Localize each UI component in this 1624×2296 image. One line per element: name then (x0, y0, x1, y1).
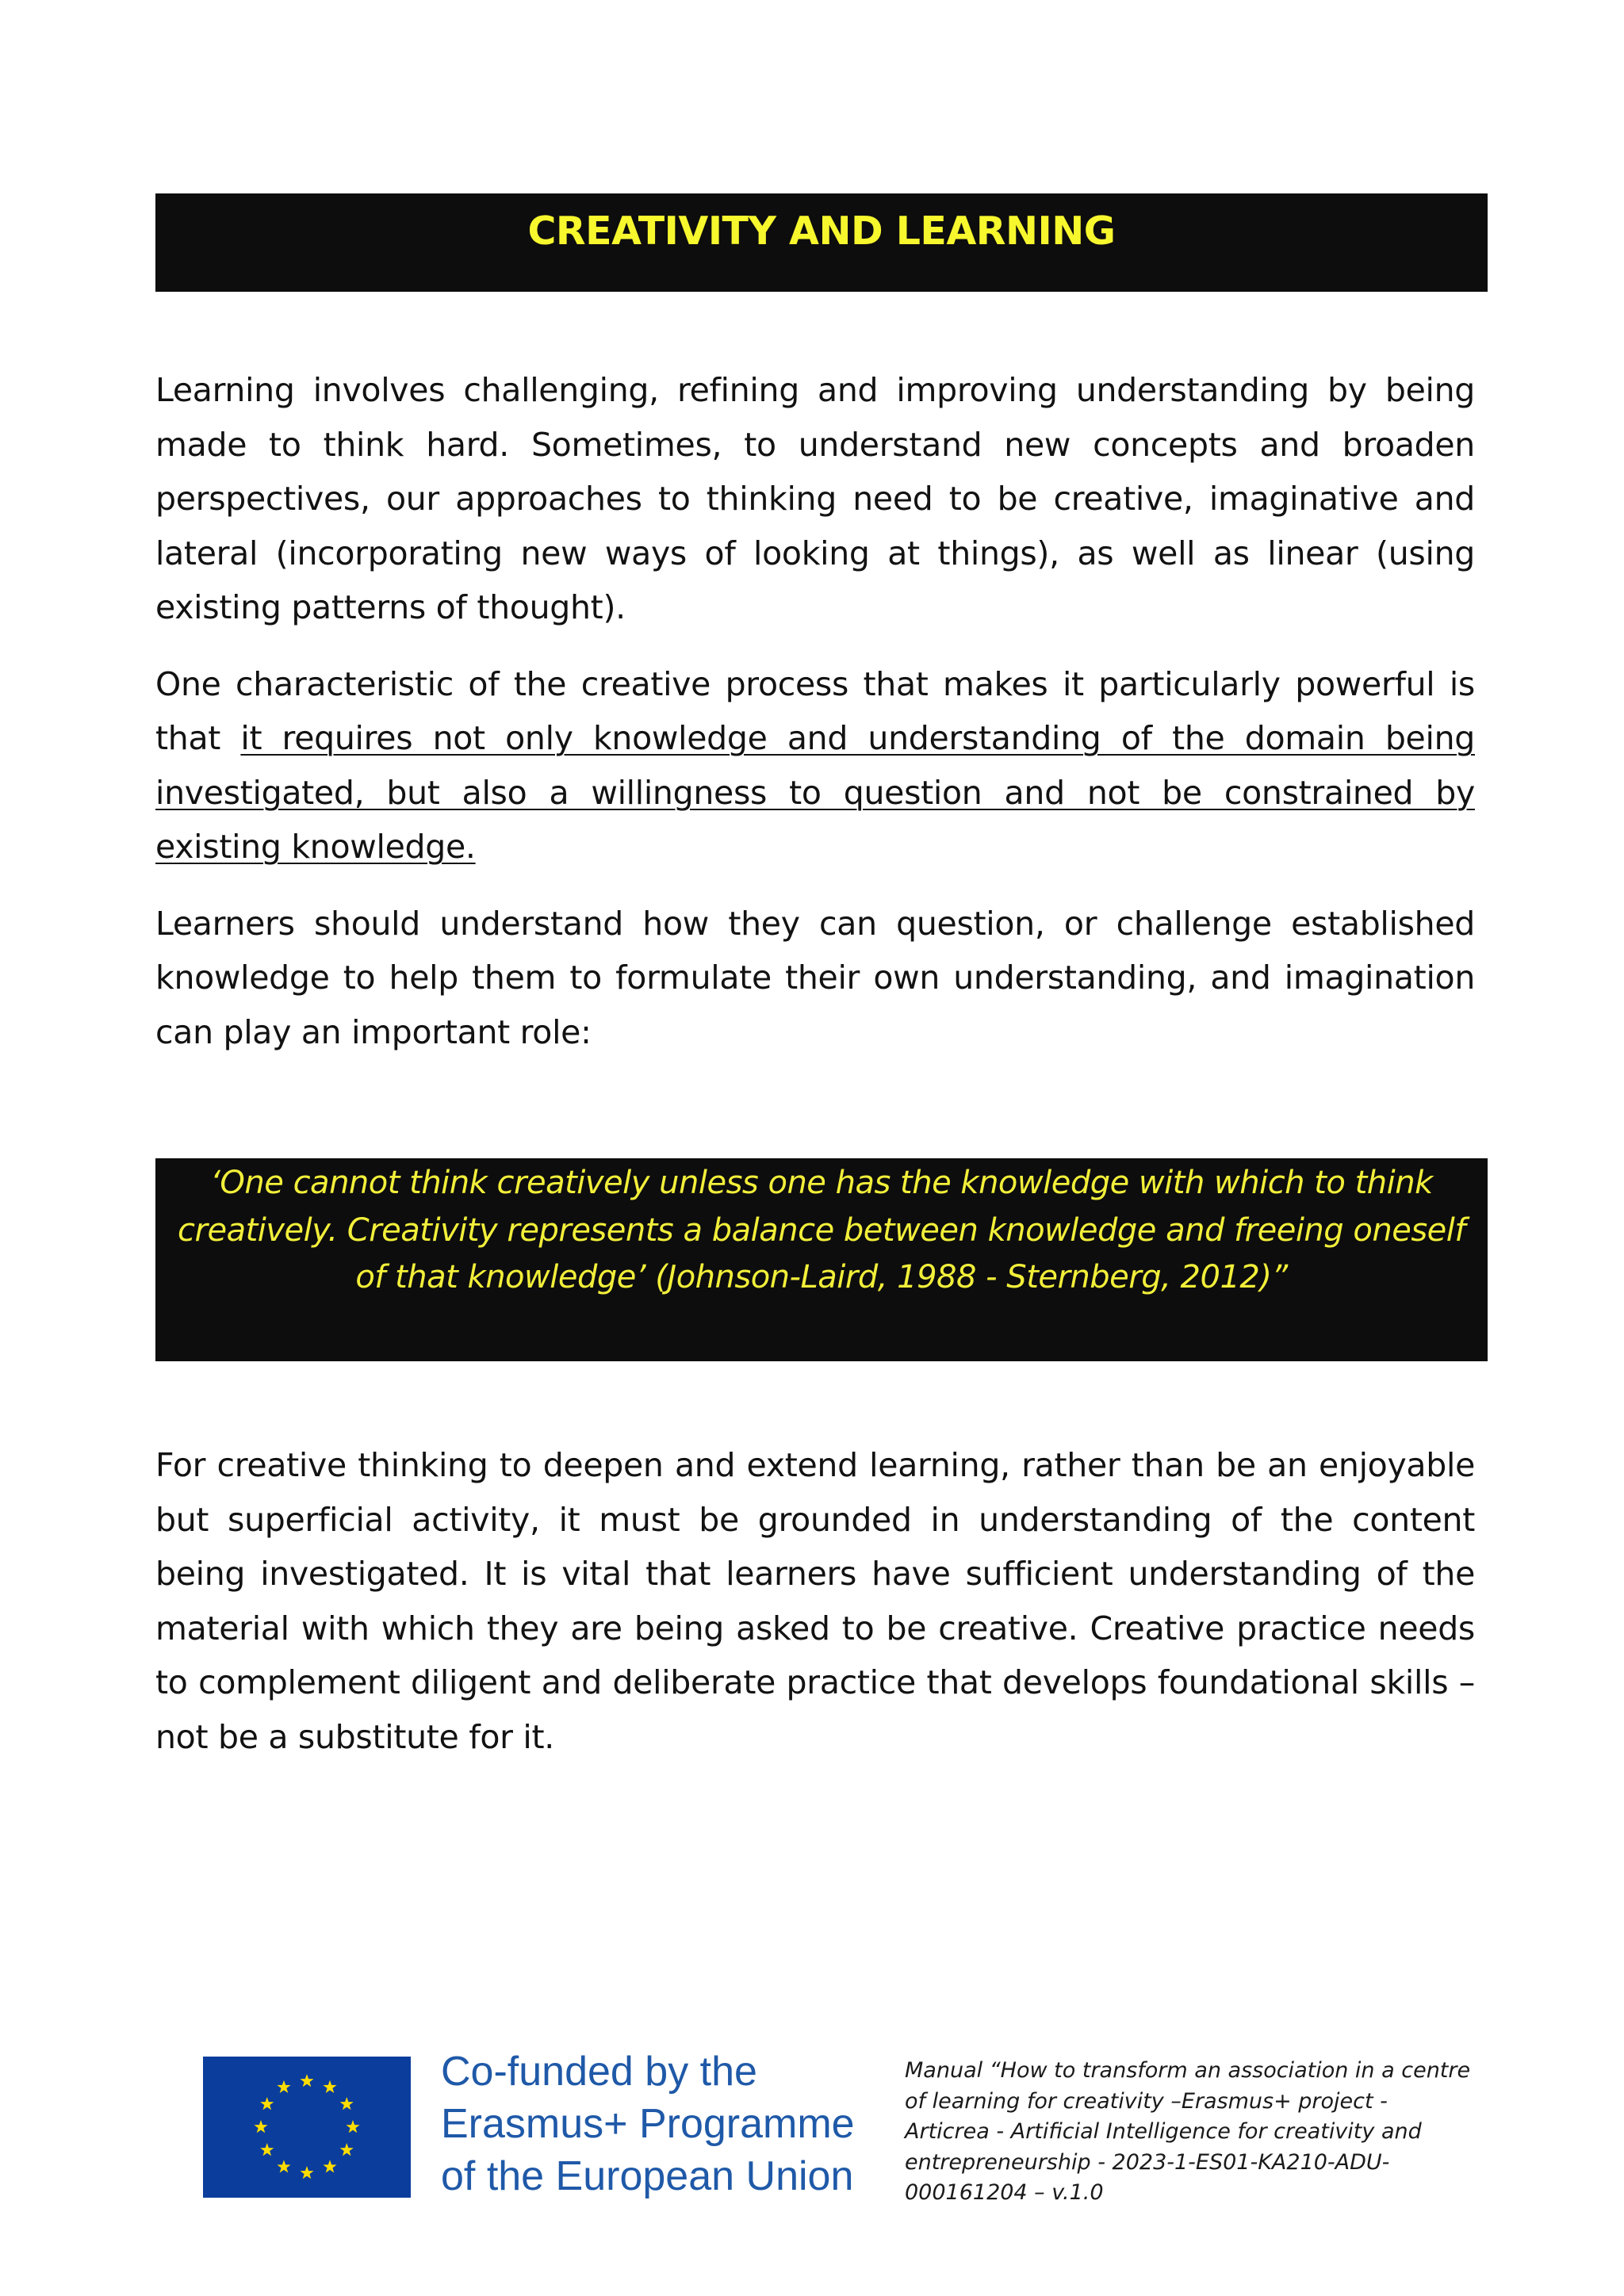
paragraph-learning: Learning involves challenging, refining and improving understanding by being made to think hard. Sometimes, to understand new concepts and broaden perspectives, our approaches to thinking need to be creative, imaginative and lateral (incorporating new ways of looking at things), as well as linear (using existing patterns of thought). (155, 371, 1475, 626)
body-text-lower (155, 1438, 1475, 1786)
page-title: CREATIVITY AND LEARNING (527, 209, 1116, 254)
title-banner (155, 193, 1488, 292)
funder-line-3: of the European Union (441, 2153, 854, 2199)
body-text-upper (155, 363, 1475, 1081)
eu-flag-icon (203, 2057, 411, 2198)
funder-line-2: Erasmus+ Programme (441, 2101, 855, 2147)
quote-box (155, 1158, 1488, 1361)
eu-flag-svg (203, 2057, 411, 2198)
manual-reference: Manual “How to transform an association in a centre of learning for creativity –Erasmus+ project - Articrea - Artificial Intelligence for creativity and entrepreneurship - 2023-1-ES01-KA210-ADU-000161204 – v.1.0 (905, 2058, 1471, 2205)
quote-text: ‘One cannot think creatively unless one has the knowledge with which to think creatively. Creativity represents a balance between knowledge and freeing oneself of that knowledge’ (Johnson-Laird, 1988 - Sternberg, 2012)” (178, 1165, 1465, 1295)
paragraph-creative-thinking: For creative thinking to deepen and extend learning, rather than be an enjoyable but superficial activity, it must be grounded in understanding of the content being investigated. It is vital that learners have sufficient understanding of the material with which they are being asked to be creative. Creative practice needs to complement diligent and deliberate practice that develops foundational skills – not be a substitute for it. (155, 1446, 1475, 1756)
paragraph-creative-process (155, 657, 1475, 874)
paragraph-creative-process-lead: One characteristic of the creative process that makes it particularly powerful is that (155, 664, 1475, 757)
underlined-emphasis: it requires not only knowledge and understanding of the domain being investigated, but also a willingness to question and not be constrained by existing knowledge. (155, 719, 1475, 866)
paragraph-learners: Learners should understand how they can question, or challenge established knowledge to help them to formulate their own understanding, and imagination can play an important role: (155, 904, 1475, 1051)
funder-line-1: Co-funded by the (441, 2049, 757, 2095)
co-funded-logo-text (441, 2045, 885, 2202)
